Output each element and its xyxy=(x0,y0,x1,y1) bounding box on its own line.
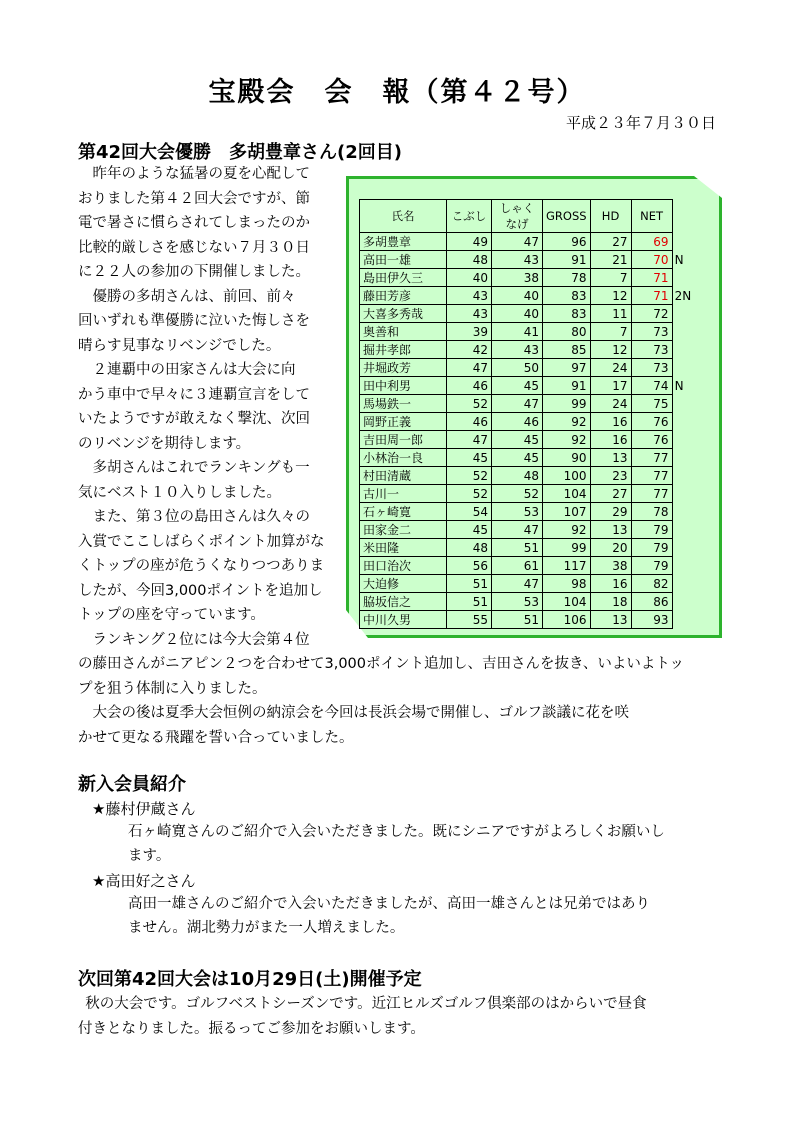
score-net: 79 xyxy=(631,539,672,557)
text-line: 石ヶ崎寛さんのご紹介で入会いただきました。既にシニアですがよろしくお願いし xyxy=(128,824,665,840)
score-kobushi: 42 xyxy=(447,341,492,359)
note xyxy=(672,449,696,467)
note xyxy=(672,305,696,323)
note xyxy=(672,323,696,341)
score-gross: 106 xyxy=(543,611,591,629)
table-row xyxy=(360,269,697,287)
score-net: 77 xyxy=(631,467,672,485)
score-shakunage: 46 xyxy=(492,413,543,431)
handicap: 13 xyxy=(590,611,631,629)
handicap: 13 xyxy=(590,449,631,467)
score-gross: 104 xyxy=(543,593,591,611)
score-net: 77 xyxy=(631,485,672,503)
table-row xyxy=(360,575,697,593)
score-kobushi: 47 xyxy=(447,359,492,377)
score-kobushi: 47 xyxy=(447,431,492,449)
score-kobushi: 39 xyxy=(447,323,492,341)
score-net: 69 xyxy=(631,233,672,251)
table-row xyxy=(360,341,697,359)
report-line: 気にベスト１０入りしました。 xyxy=(78,484,281,501)
new-member-name: ★藤村伊蔵さん xyxy=(92,800,196,818)
note xyxy=(672,593,696,611)
table-row xyxy=(360,305,697,323)
score-net: 78 xyxy=(631,503,672,521)
note xyxy=(672,521,696,539)
winner-heading: 第42回大会優勝 多胡豊章さん(2回目) xyxy=(78,142,403,163)
score-shakunage: 43 xyxy=(492,341,543,359)
score-net: 76 xyxy=(631,431,672,449)
score-kobushi: 56 xyxy=(447,557,492,575)
table-row xyxy=(360,467,697,485)
table-row xyxy=(360,251,697,269)
player-name: 大喜多秀哉 xyxy=(360,305,447,323)
score-net: 73 xyxy=(631,359,672,377)
report-line: 比較的厳しさを感じない７月３０日 xyxy=(78,239,310,256)
report-line: に２２人の参加の下開催しました。 xyxy=(78,264,310,280)
score-shakunage: 45 xyxy=(492,449,543,467)
score-gross: 99 xyxy=(543,539,591,557)
score-net: 71 xyxy=(631,269,672,287)
score-shakunage: 40 xyxy=(492,287,543,305)
score-gross: 96 xyxy=(543,233,591,251)
report-line: 回いずれも準優勝に泣いた悔しさを xyxy=(78,313,310,329)
score-kobushi: 46 xyxy=(447,413,492,431)
handicap: 12 xyxy=(590,341,631,359)
report-line: 入賞でここしばらくポイント加算がな xyxy=(78,533,325,550)
score-shakunage: 51 xyxy=(492,611,543,629)
text-line: 付きとなりました。振るってご参加をお願いします。 xyxy=(78,1020,425,1037)
report-line: 多胡さんはこれでランキングも一 xyxy=(92,460,310,476)
score-kobushi: 52 xyxy=(447,395,492,413)
score-gross: 91 xyxy=(543,377,591,395)
report-line: したが、今回3,000ポイントを追加し xyxy=(78,582,323,599)
score-net: 75 xyxy=(631,395,672,413)
score-gross: 90 xyxy=(543,449,591,467)
player-name: 田中利男 xyxy=(360,377,447,395)
score-gross: 91 xyxy=(543,251,591,269)
report-line: 優勝の多胡さんは、前回、前々 xyxy=(92,288,296,305)
player-name: 脇坂信之 xyxy=(360,593,447,611)
player-name: 中川久男 xyxy=(360,611,447,629)
table-row xyxy=(360,503,697,521)
table-row xyxy=(360,413,697,431)
score-gross: 99 xyxy=(543,395,591,413)
score-kobushi: 45 xyxy=(447,449,492,467)
score-shakunage: 48 xyxy=(492,467,543,485)
score-net: 72 xyxy=(631,305,672,323)
table-row xyxy=(360,521,697,539)
note: 2N xyxy=(674,288,692,303)
score-gross: 97 xyxy=(543,359,591,377)
score-kobushi: 48 xyxy=(447,539,492,557)
note: N xyxy=(674,378,684,393)
note xyxy=(672,611,696,629)
score-shakunage: 40 xyxy=(492,305,543,323)
player-name: 馬場鉄一 xyxy=(360,395,447,413)
score-kobushi: 43 xyxy=(447,305,492,323)
new-members-heading: 新入会員紹介 xyxy=(78,774,186,795)
results-table xyxy=(359,199,697,629)
col-gross: GROSS xyxy=(543,200,591,233)
col-hd: HD xyxy=(590,200,631,233)
player-name: 田家金二 xyxy=(360,521,447,539)
note xyxy=(672,503,696,521)
text-line: ます。 xyxy=(128,848,171,864)
score-gross: 100 xyxy=(543,467,591,485)
handicap: 20 xyxy=(590,539,631,557)
score-kobushi: 52 xyxy=(447,485,492,503)
score-shakunage: 38 xyxy=(492,269,543,287)
report-line: ２連覇中の田家さんは大会に向 xyxy=(92,362,296,378)
player-name: 田口治次 xyxy=(360,557,447,575)
report-line: の藤田さんがニアピン２つを合わせて3,000ポイント追加し、吉田さんを抜き、いよいよトッ xyxy=(78,656,684,672)
score-gross: 117 xyxy=(543,557,591,575)
note xyxy=(672,557,696,575)
report-line: プを狙う体制に入りました。 xyxy=(78,680,267,697)
score-gross: 104 xyxy=(543,485,591,503)
table-row xyxy=(360,449,697,467)
score-net: 77 xyxy=(631,449,672,467)
handicap: 38 xyxy=(590,557,631,575)
handicap: 7 xyxy=(590,323,631,341)
score-net: 73 xyxy=(631,341,672,359)
table-row xyxy=(360,593,697,611)
note xyxy=(672,575,696,593)
table-row xyxy=(360,395,697,413)
player-name: 藤田芳彦 xyxy=(360,287,447,305)
score-net: 79 xyxy=(631,521,672,539)
text-line: ません。湖北勢力がまた一人増えました。 xyxy=(128,920,405,936)
score-gross: 83 xyxy=(543,305,591,323)
table-row xyxy=(360,611,697,629)
score-shakunage: 45 xyxy=(492,377,543,395)
text-line: 高田一雄さんのご紹介で入会いただきましたが、高田一雄さんとは兄弟ではあり xyxy=(128,896,650,912)
score-shakunage: 53 xyxy=(492,593,543,611)
score-net: 79 xyxy=(631,557,672,575)
score-shakunage: 61 xyxy=(492,557,543,575)
handicap: 12 xyxy=(590,287,631,305)
col-note xyxy=(672,200,696,233)
score-kobushi: 46 xyxy=(447,377,492,395)
note xyxy=(672,467,696,485)
report-line: トップの座を守っています。 xyxy=(78,607,265,623)
new-member-text xyxy=(128,892,718,940)
player-name: 島田伊久三 xyxy=(360,269,447,287)
score-kobushi: 54 xyxy=(447,503,492,521)
table-row xyxy=(360,431,697,449)
player-name: 高田一雄 xyxy=(360,251,447,269)
player-name: 石ヶ崎寛 xyxy=(360,503,447,521)
note xyxy=(672,233,696,251)
report-line: かう車中で早々に３連覇宣言をして xyxy=(78,386,310,403)
player-name: 掘井孝郎 xyxy=(360,341,447,359)
handicap: 16 xyxy=(590,413,631,431)
next-event-heading: 次回第42回大会は10月29日(土)開催予定 xyxy=(78,969,422,990)
score-gross: 78 xyxy=(543,269,591,287)
report-line: 電で暑さに慣らされてしまったのか xyxy=(78,215,310,231)
handicap: 21 xyxy=(590,251,631,269)
score-shakunage: 45 xyxy=(492,431,543,449)
col-shakunage: しゃくなげ xyxy=(492,200,543,233)
player-name: 岡野正義 xyxy=(360,413,447,431)
player-name: 米田隆 xyxy=(360,539,447,557)
handicap: 16 xyxy=(590,575,631,593)
note: N xyxy=(674,252,684,267)
score-gross: 98 xyxy=(543,575,591,593)
score-gross: 83 xyxy=(543,287,591,305)
table-row xyxy=(360,359,697,377)
newsletter-title: 宝殿会 会 報（第４２号） xyxy=(208,77,586,108)
table-row xyxy=(360,377,697,395)
report-line: おりました第４２回大会ですが、節 xyxy=(78,190,310,207)
player-name: 古川一 xyxy=(360,485,447,503)
player-name: 井堀政芳 xyxy=(360,359,447,377)
score-net: 82 xyxy=(631,575,672,593)
col-net: NET xyxy=(631,200,672,233)
note xyxy=(672,395,696,413)
report-line: かせて更なる飛躍を誓い合っていました。 xyxy=(78,729,354,746)
score-kobushi: 51 xyxy=(447,593,492,611)
score-net: 93 xyxy=(631,611,672,629)
score-kobushi: 43 xyxy=(447,287,492,305)
score-shakunage: 50 xyxy=(492,359,543,377)
score-shakunage: 47 xyxy=(492,233,543,251)
col-kobushi: こぶし xyxy=(447,200,492,233)
report-line: 晴らす見事なリベンジでした。 xyxy=(78,337,281,354)
note xyxy=(672,485,696,503)
note xyxy=(672,269,696,287)
score-kobushi: 45 xyxy=(447,521,492,539)
handicap: 18 xyxy=(590,593,631,611)
handicap: 11 xyxy=(590,305,631,323)
table-row xyxy=(360,485,697,503)
score-kobushi: 52 xyxy=(447,467,492,485)
score-gross: 107 xyxy=(543,503,591,521)
player-name: 奥善和 xyxy=(360,323,447,341)
text-line: 秋の大会です。ゴルフベストシーズンです。近江ヒルズゴルフ倶楽部のはからいで昼食 xyxy=(85,996,647,1012)
table-row xyxy=(360,539,697,557)
score-net: 73 xyxy=(631,323,672,341)
table-row xyxy=(360,557,697,575)
player-name: 吉田周一郎 xyxy=(360,431,447,449)
new-member-text xyxy=(128,820,718,868)
score-shakunage: 41 xyxy=(492,323,543,341)
handicap: 16 xyxy=(590,431,631,449)
score-gross: 92 xyxy=(543,521,591,539)
table-row xyxy=(360,287,697,305)
player-name: 大迫修 xyxy=(360,575,447,593)
score-net: 86 xyxy=(631,593,672,611)
score-gross: 85 xyxy=(543,341,591,359)
note xyxy=(672,431,696,449)
handicap: 23 xyxy=(590,467,631,485)
report-wide-text xyxy=(78,652,728,750)
report-line: のリベンジを期待します。 xyxy=(78,435,251,452)
score-shakunage: 47 xyxy=(492,395,543,413)
player-name: 多胡豊章 xyxy=(360,233,447,251)
table-row xyxy=(360,233,697,251)
col-name: 氏名 xyxy=(360,200,447,233)
handicap: 7 xyxy=(590,269,631,287)
report-line: いたようですが敢えなく撃沈、次回 xyxy=(78,411,310,427)
score-shakunage: 43 xyxy=(492,251,543,269)
score-kobushi: 48 xyxy=(447,251,492,269)
score-kobushi: 55 xyxy=(447,611,492,629)
handicap: 27 xyxy=(590,485,631,503)
handicap: 17 xyxy=(590,377,631,395)
score-kobushi: 51 xyxy=(447,575,492,593)
score-shakunage: 47 xyxy=(492,575,543,593)
score-net: 76 xyxy=(631,413,672,431)
report-line: また、第３位の島田さんは久々の xyxy=(92,509,310,525)
score-shakunage: 51 xyxy=(492,539,543,557)
score-shakunage: 53 xyxy=(492,503,543,521)
note xyxy=(672,413,696,431)
report-line: ランキング２位には今大会第４位 xyxy=(92,631,310,648)
score-gross: 92 xyxy=(543,413,591,431)
score-net: 70 xyxy=(631,251,672,269)
score-shakunage: 47 xyxy=(492,521,543,539)
report-line: 大会の後は夏季大会恒例の納涼会を今回は長浜会場で開催し、ゴルフ談議に花を咲 xyxy=(92,705,629,721)
handicap: 13 xyxy=(590,521,631,539)
issue-date: 平成２３年７月３０日 xyxy=(565,114,716,132)
score-gross: 92 xyxy=(543,431,591,449)
score-gross: 80 xyxy=(543,323,591,341)
results-header-row xyxy=(360,200,697,233)
handicap: 29 xyxy=(590,503,631,521)
table-row xyxy=(360,323,697,341)
score-net: 71 xyxy=(631,287,672,305)
score-net: 74 xyxy=(631,377,672,395)
handicap: 27 xyxy=(590,233,631,251)
new-member-name: ★高田好之さん xyxy=(92,872,196,890)
score-kobushi: 49 xyxy=(447,233,492,251)
score-kobushi: 40 xyxy=(447,269,492,287)
score-shakunage: 52 xyxy=(492,485,543,503)
next-event-text xyxy=(78,992,728,1041)
report-line: くトップの座が危うくなりつつありま xyxy=(78,558,325,574)
note xyxy=(672,539,696,557)
handicap: 24 xyxy=(590,395,631,413)
report-column xyxy=(78,162,340,652)
player-name: 小林治一良 xyxy=(360,449,447,467)
note xyxy=(672,359,696,377)
note xyxy=(672,341,696,359)
player-name: 村田清蔵 xyxy=(360,467,447,485)
handicap: 24 xyxy=(590,359,631,377)
report-line: 昨年のような猛暑の夏を心配して xyxy=(92,166,310,182)
